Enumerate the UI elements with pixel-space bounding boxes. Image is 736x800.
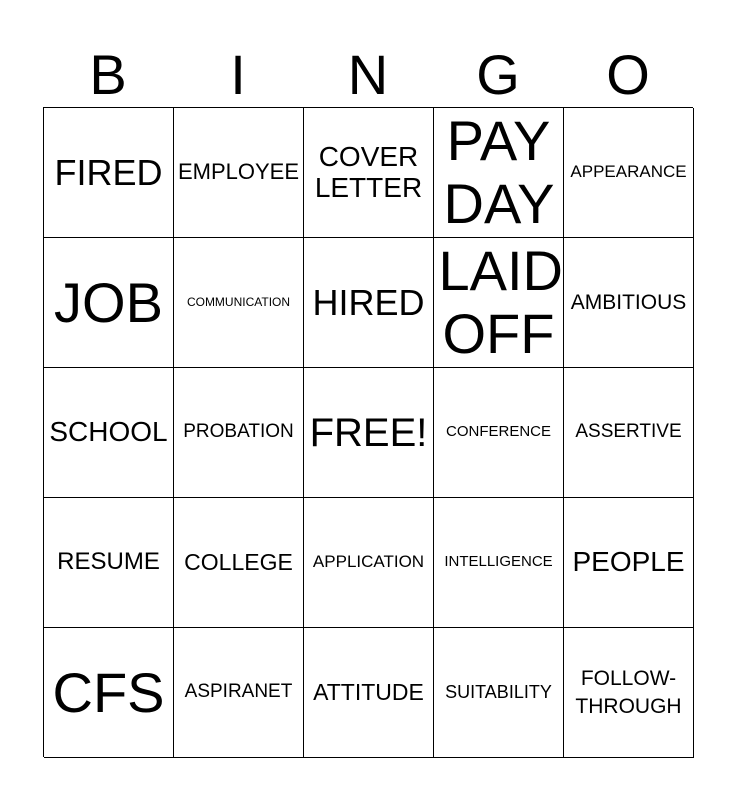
cell-text: APPLICATION — [312, 552, 425, 572]
bingo-board — [43, 107, 693, 757]
cell-text: SCHOOL — [49, 416, 168, 448]
cell-text: PEOPLE — [572, 546, 685, 578]
cell-text: ASPIRANET — [184, 681, 293, 703]
cell-text: COVER LETTER — [314, 140, 423, 203]
header-letter-g: G — [476, 43, 520, 106]
cell-text: INTELLIGENCE — [444, 553, 553, 571]
cell-text: FIRED — [54, 151, 163, 193]
bingo-cell[interactable] — [304, 108, 434, 238]
cell-text: ATTITUDE — [313, 678, 424, 705]
bingo-cell[interactable] — [304, 238, 434, 368]
bingo-cell[interactable] — [434, 498, 564, 628]
header-letter-i: I — [230, 43, 246, 106]
cell-text: EMPLOYEE — [177, 159, 300, 185]
bingo-cell[interactable] — [174, 238, 304, 368]
bingo-cell[interactable] — [44, 368, 174, 498]
cell-text: PROBATION — [183, 421, 294, 443]
cell-text: PAY DAY — [443, 108, 555, 235]
bingo-cell[interactable] — [434, 108, 564, 238]
bingo-cell[interactable] — [174, 628, 304, 758]
bingo-cell[interactable] — [174, 108, 304, 238]
bingo-header — [43, 42, 693, 108]
bingo-cell[interactable] — [564, 368, 694, 498]
bingo-cell[interactable] — [434, 628, 564, 758]
cell-text: SUITABILITY — [445, 681, 552, 702]
cell-text: COLLEGE — [184, 548, 293, 575]
bingo-cell[interactable] — [44, 238, 174, 368]
bingo-cell[interactable] — [304, 628, 434, 758]
bingo-cell[interactable] — [564, 108, 694, 238]
bingo-cell[interactable] — [44, 628, 174, 758]
header-letter-b: B — [89, 43, 127, 106]
bingo-cell[interactable] — [44, 108, 174, 238]
cell-text: CFS — [52, 660, 165, 724]
bingo-cell[interactable] — [434, 368, 564, 498]
bingo-cell[interactable] — [44, 498, 174, 628]
header-letter-n: N — [347, 43, 389, 106]
bingo-cell free-space[interactable] — [304, 368, 434, 498]
cell-text: CONFERENCE — [445, 423, 551, 441]
bingo-cell[interactable] — [564, 628, 694, 758]
cell-text: ASSERTIVE — [575, 421, 682, 443]
bingo-cell[interactable] — [304, 498, 434, 628]
bingo-cell[interactable] — [174, 368, 304, 498]
bingo-cell[interactable] — [564, 238, 694, 368]
cell-text: JOB — [54, 270, 163, 334]
bingo-cell[interactable] — [174, 498, 304, 628]
header-letter-o: O — [606, 43, 650, 106]
cell-text: RESUME — [57, 548, 160, 576]
cell-text: APPEARANCE — [570, 162, 687, 182]
cell-text: HIRED — [312, 281, 425, 323]
bingo-cell[interactable] — [434, 238, 564, 368]
cell-text: FREE! — [309, 410, 428, 455]
cell-text: AMBITIOUS — [570, 290, 687, 314]
bingo-cell[interactable] — [564, 498, 694, 628]
cell-text: LAID OFF — [438, 238, 563, 365]
cell-text: COMMUNICATION — [186, 294, 291, 309]
cell-text: FOLLOW-THROUGH — [575, 667, 682, 718]
